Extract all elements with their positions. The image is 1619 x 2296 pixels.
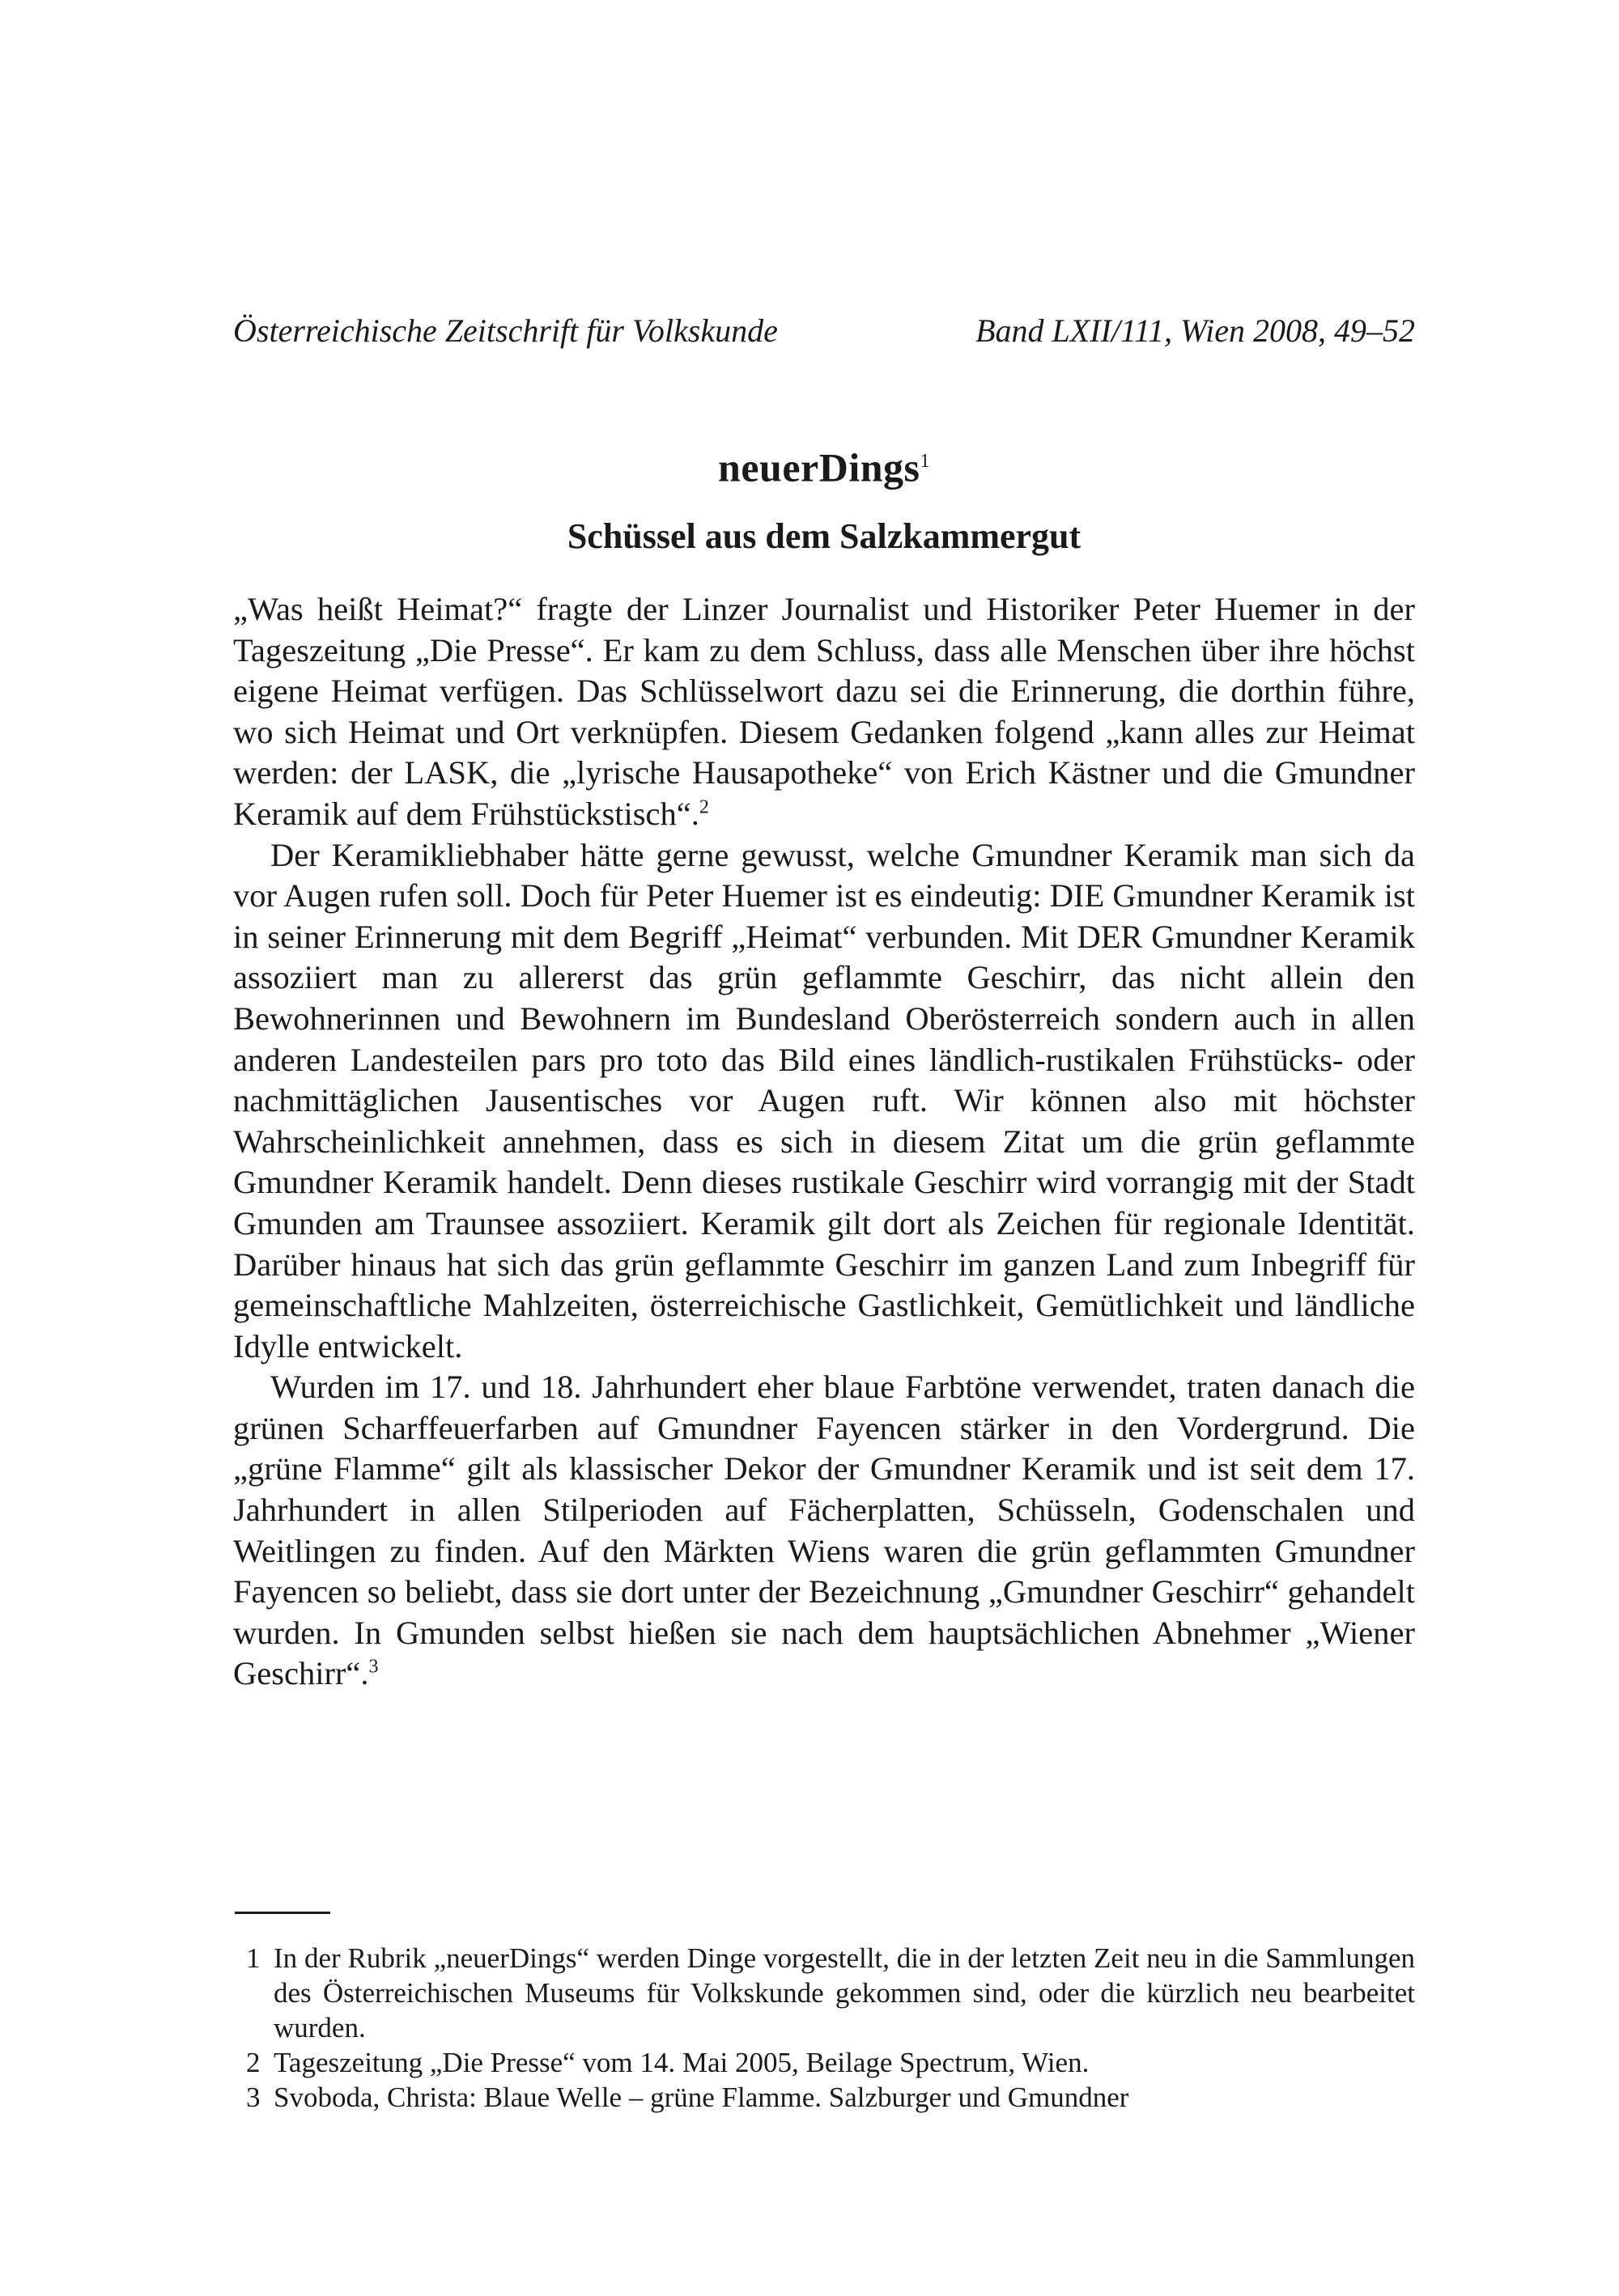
footnote-ref-1[interactable]: 1 — [920, 451, 930, 472]
footnote-ref-3[interactable]: 3 — [368, 1656, 379, 1678]
footnote-text: Tageszeitung „Die Presse“ vom 14. Mai 2005, Beilage Spectrum, Wien. — [274, 2047, 1090, 2078]
title-text: neuerDings — [718, 444, 920, 490]
paragraph-text: Wurden im 17. und 18. Jahrhundert eher blaue Farbtöne verwendet, traten danach die grünen Scharffeuerfarben auf Gmundner Fayencen stärker in den Vordergrund. Die „grüne Flamme“ gilt als klassischer Dekor der Gmundner Keramik und ist seit dem 17. Jahrhundert in allen Stilperioden auf Fächerplatten, Schüsseln, Godenschalen und Weitlingen zu finden. Auf den Märkten Wiens waren die grün geflammten Gmundner Fayencen so beliebt, dass sie dort unter der Bezeichnung „Gmundner Geschirr“ gehandelt wurden. In Gmunden selbst hießen sie nach dem hauptsächlichen Abnehmer „Wiener Geschirr“. — [233, 1369, 1415, 1692]
running-header — [233, 311, 1415, 351]
paragraph — [233, 589, 1415, 835]
footnote-number: 1 — [246, 1942, 261, 1974]
footnote-text: Svoboda, Christa: Blaue Welle – grüne Flamme. Salzburger und Gmundner — [274, 2082, 1129, 2113]
journal-name: Österreichische Zeitschrift für Volkskunde — [233, 312, 778, 349]
paragraph-text: „Was heißt Heimat?“ fragte der Linzer Journalist und Historiker Peter Huemer in der Tageszeitung „Die Presse“. Er kam zu dem Schluss, dass alle Menschen über ihre höchst eigene Heimat verfügen. Das Schlüsselwort dazu sei die Erinnerung, die dorthin führe, wo sich Heimat und Ort verknüpfen. Diesem Gedanken folgend „kann alles zur Heimat werden: der LASK, die „lyrische Hausapotheke“ von Erich Kästner und die Gmundner Keramik auf dem Frühstückstisch“. — [233, 591, 1415, 832]
footnote-text: In der Rubrik „neuerDings“ werden Dinge vorgestellt, die in der letzten Zeit neu in die Sammlungen des Österreichischen Museums für Volkskunde gekommen sind, oder die kürzlich neu bearbeitet wurden. — [274, 1942, 1415, 2043]
footnote-number: 3 — [246, 2082, 261, 2113]
footnotes — [233, 1941, 1415, 2115]
footnote-divider — [235, 1912, 330, 1914]
footnote-item — [248, 2080, 1415, 2115]
footnote-number: 2 — [246, 2047, 261, 2078]
paragraph — [233, 1367, 1415, 1695]
footnote-item — [248, 2045, 1415, 2080]
footnote-item — [248, 1941, 1415, 2045]
volume-info: Band LXII/111, Wien 2008, 49–52 — [975, 312, 1415, 349]
article-title — [233, 437, 1415, 492]
article-subtitle: Schüssel aus dem Salzkammergut — [567, 516, 1081, 556]
article-body — [233, 589, 1415, 1695]
paragraph — [233, 835, 1415, 1368]
paragraph-text: Der Keramikliebhaber hätte gerne gewusst, welche Gmundner Keramik man sich da vor Augen rufen soll. Doch für Peter Huemer ist es eindeutig: DIE Gmundner Keramik ist in seiner Erinnerung mit dem Begriff „Heimat“ verbunden. Mit DER Gmundner Keramik assoziiert man zu allererst das grün geflammte Geschirr, das nicht allein den Bewohnerinnen und Bewohnern im Bundesland Oberösterreich sondern auch in allen anderen Landesteilen pars pro toto das Bild eines ländlich-rustikalen Frühstücks- oder nachmittäglichen Jausentisches vor Augen ruft. Wir können also mit höchster Wahrscheinlichkeit annehmen, dass es sich in diesem Zitat um die grün geflammte Gmundner Keramik handelt. Denn dieses rustikale Geschirr wird vorrangig mit der Stadt Gmunden am Traunsee assoziiert. Keramik gilt dort als Zeichen für regionale Identität. Darüber hinaus hat sich das grün geflammte Geschirr im ganzen Land zum Inbegriff für gemeinschaftliche Mahlzeiten, österreichische Gastlichkeit, Gemütlichkeit und ländliche Idylle entwickelt. — [233, 836, 1415, 1364]
footnote-ref-2[interactable]: 2 — [699, 796, 709, 818]
